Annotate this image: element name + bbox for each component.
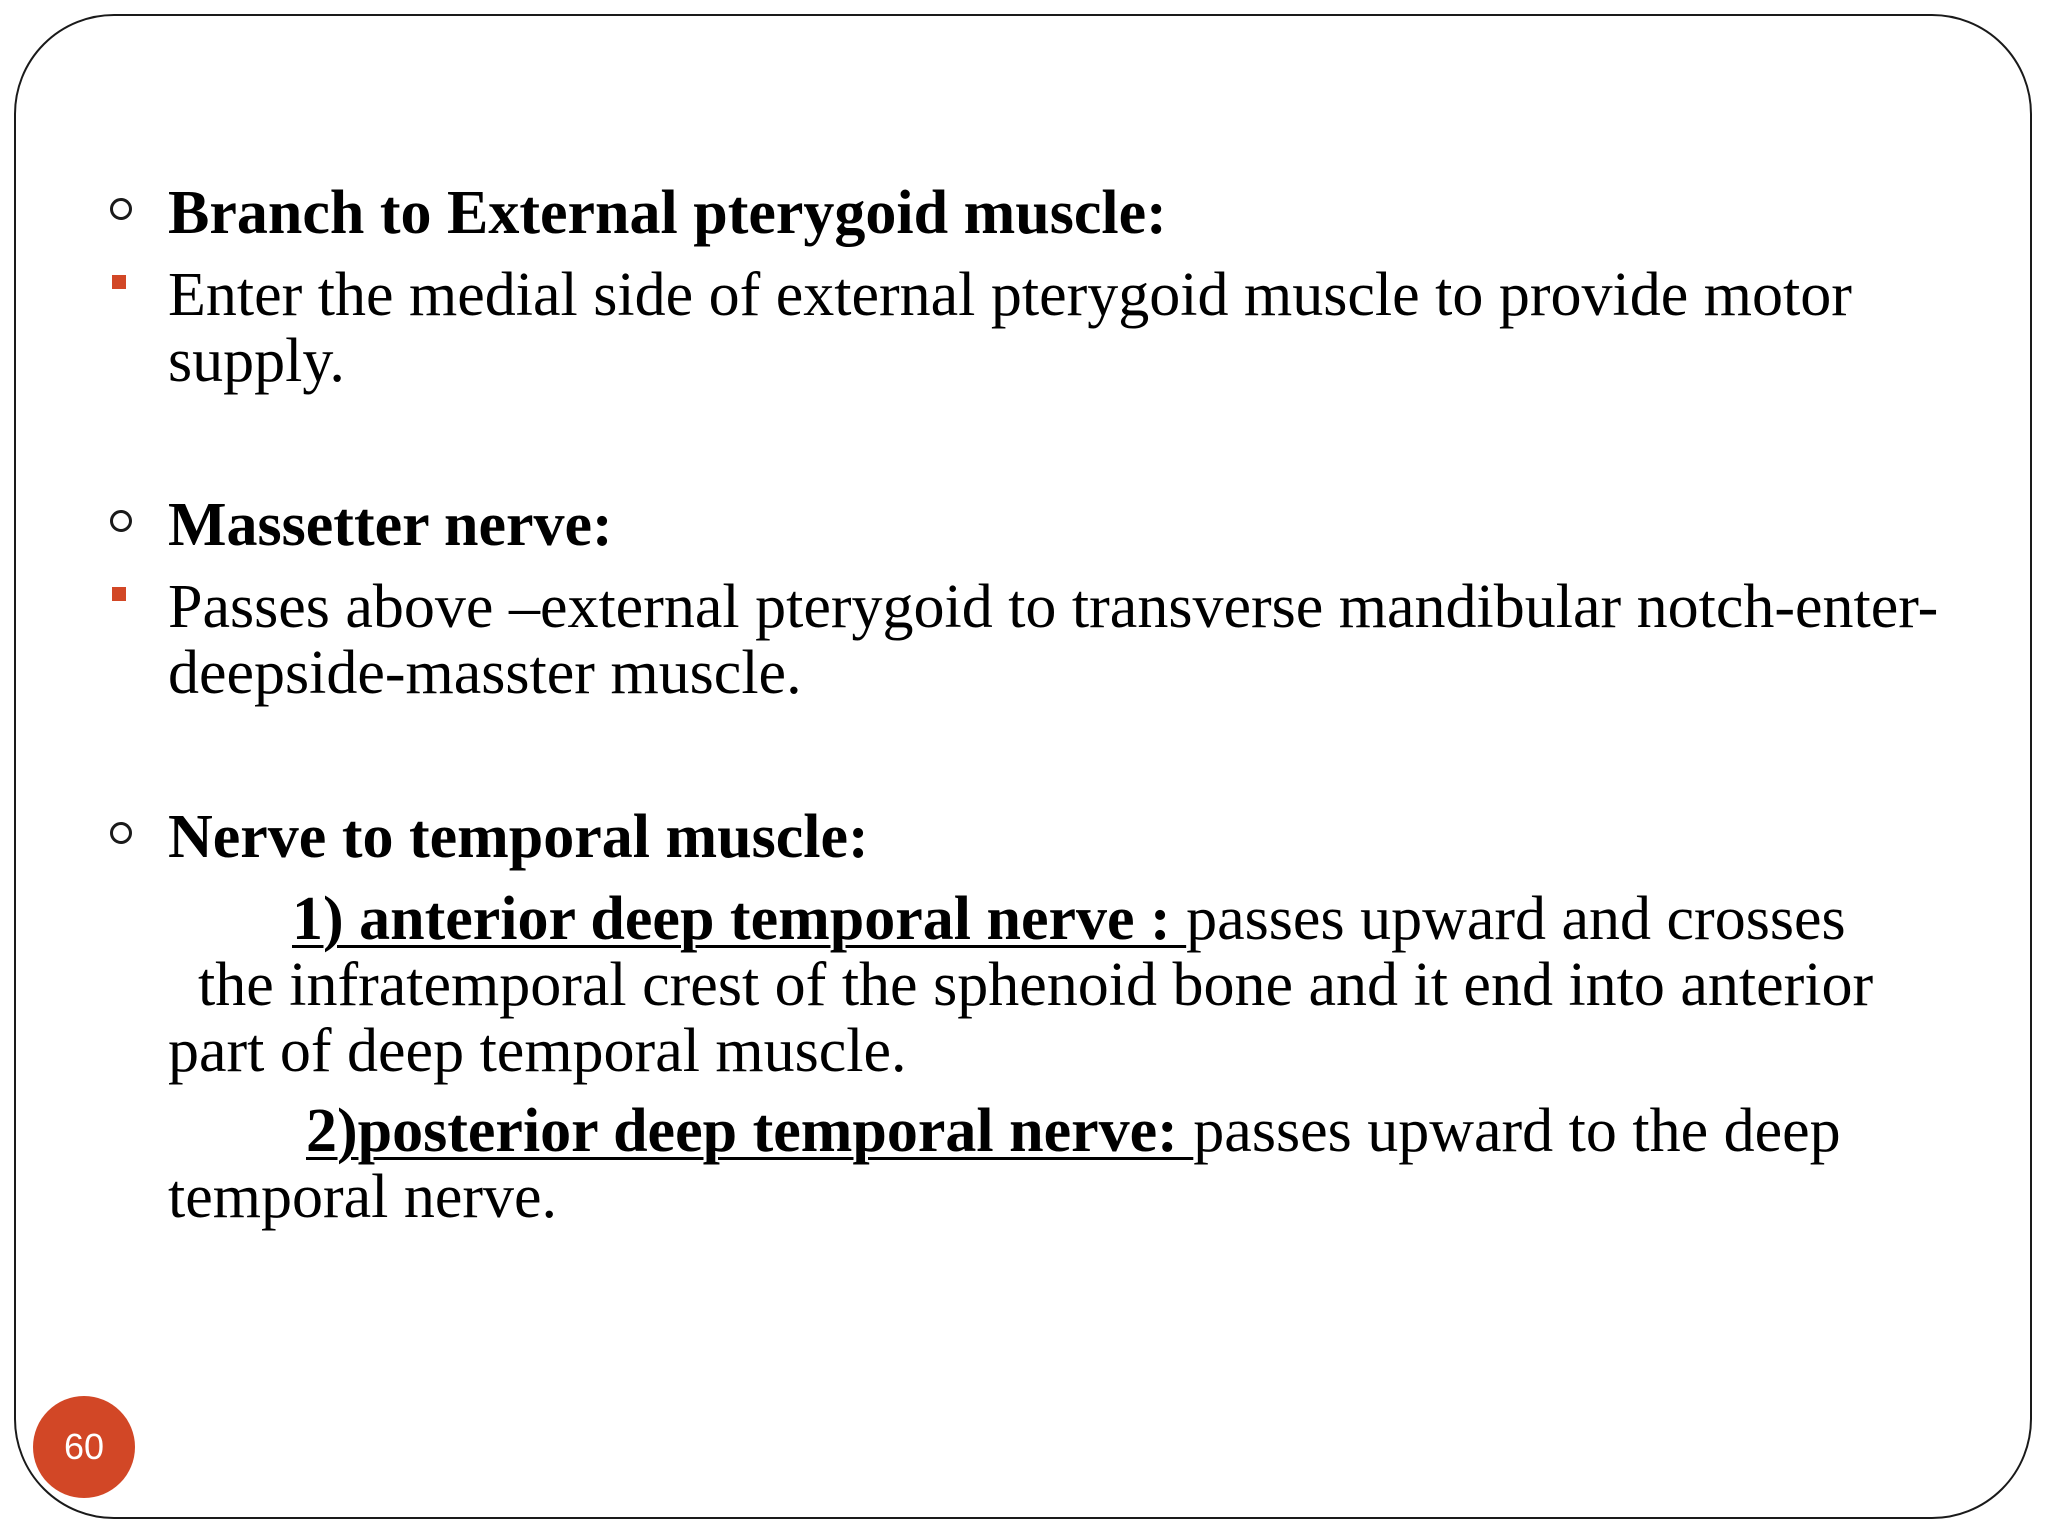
circle-bullet-icon (110, 198, 132, 220)
sub-item-text-posterior-2: temporal nerve. (168, 1163, 558, 1231)
square-bullet-icon (112, 587, 126, 601)
section-heading-temporal-muscle: Nerve to temporal muscle: (168, 803, 869, 871)
sub-item-text-anterior-3: part of deep temporal muscle. (168, 1017, 907, 1085)
square-bullet-icon (112, 275, 126, 289)
circle-bullet-icon (110, 822, 132, 844)
section-text-external-pterygoid: Enter the medial side of external pterygoid muscle to provide motor supply. (168, 261, 1852, 395)
sub-item-term-anterior: 1) anterior deep temporal nerve : (292, 885, 1187, 953)
sub-item-term-posterior: 2)posterior deep temporal nerve: (306, 1097, 1194, 1165)
sub-item-text-anterior-1: passes upward and crosses (1186, 885, 1846, 953)
sub-item-text-posterior-1: passes upward to the deep (1193, 1097, 1841, 1165)
page-number-badge: 60 (33, 1396, 135, 1498)
sub-item-text-anterior-2: the infratemporal crest of the sphenoid bone and it end into anterior (198, 951, 1874, 1019)
section-heading-massetter-nerve: Massetter nerve: (168, 491, 613, 559)
sub-item-posterior-line1 (306, 1098, 1986, 1164)
section-heading-external-pterygoid: Branch to External pterygoid muscle: (168, 179, 1167, 247)
circle-bullet-icon (110, 510, 132, 532)
sub-item-anterior-line1 (292, 886, 1972, 952)
section-text-massetter-nerve: Passes above –external pterygoid to transverse mandibular notch-enter-deepside-masster muscle. (168, 573, 1939, 707)
